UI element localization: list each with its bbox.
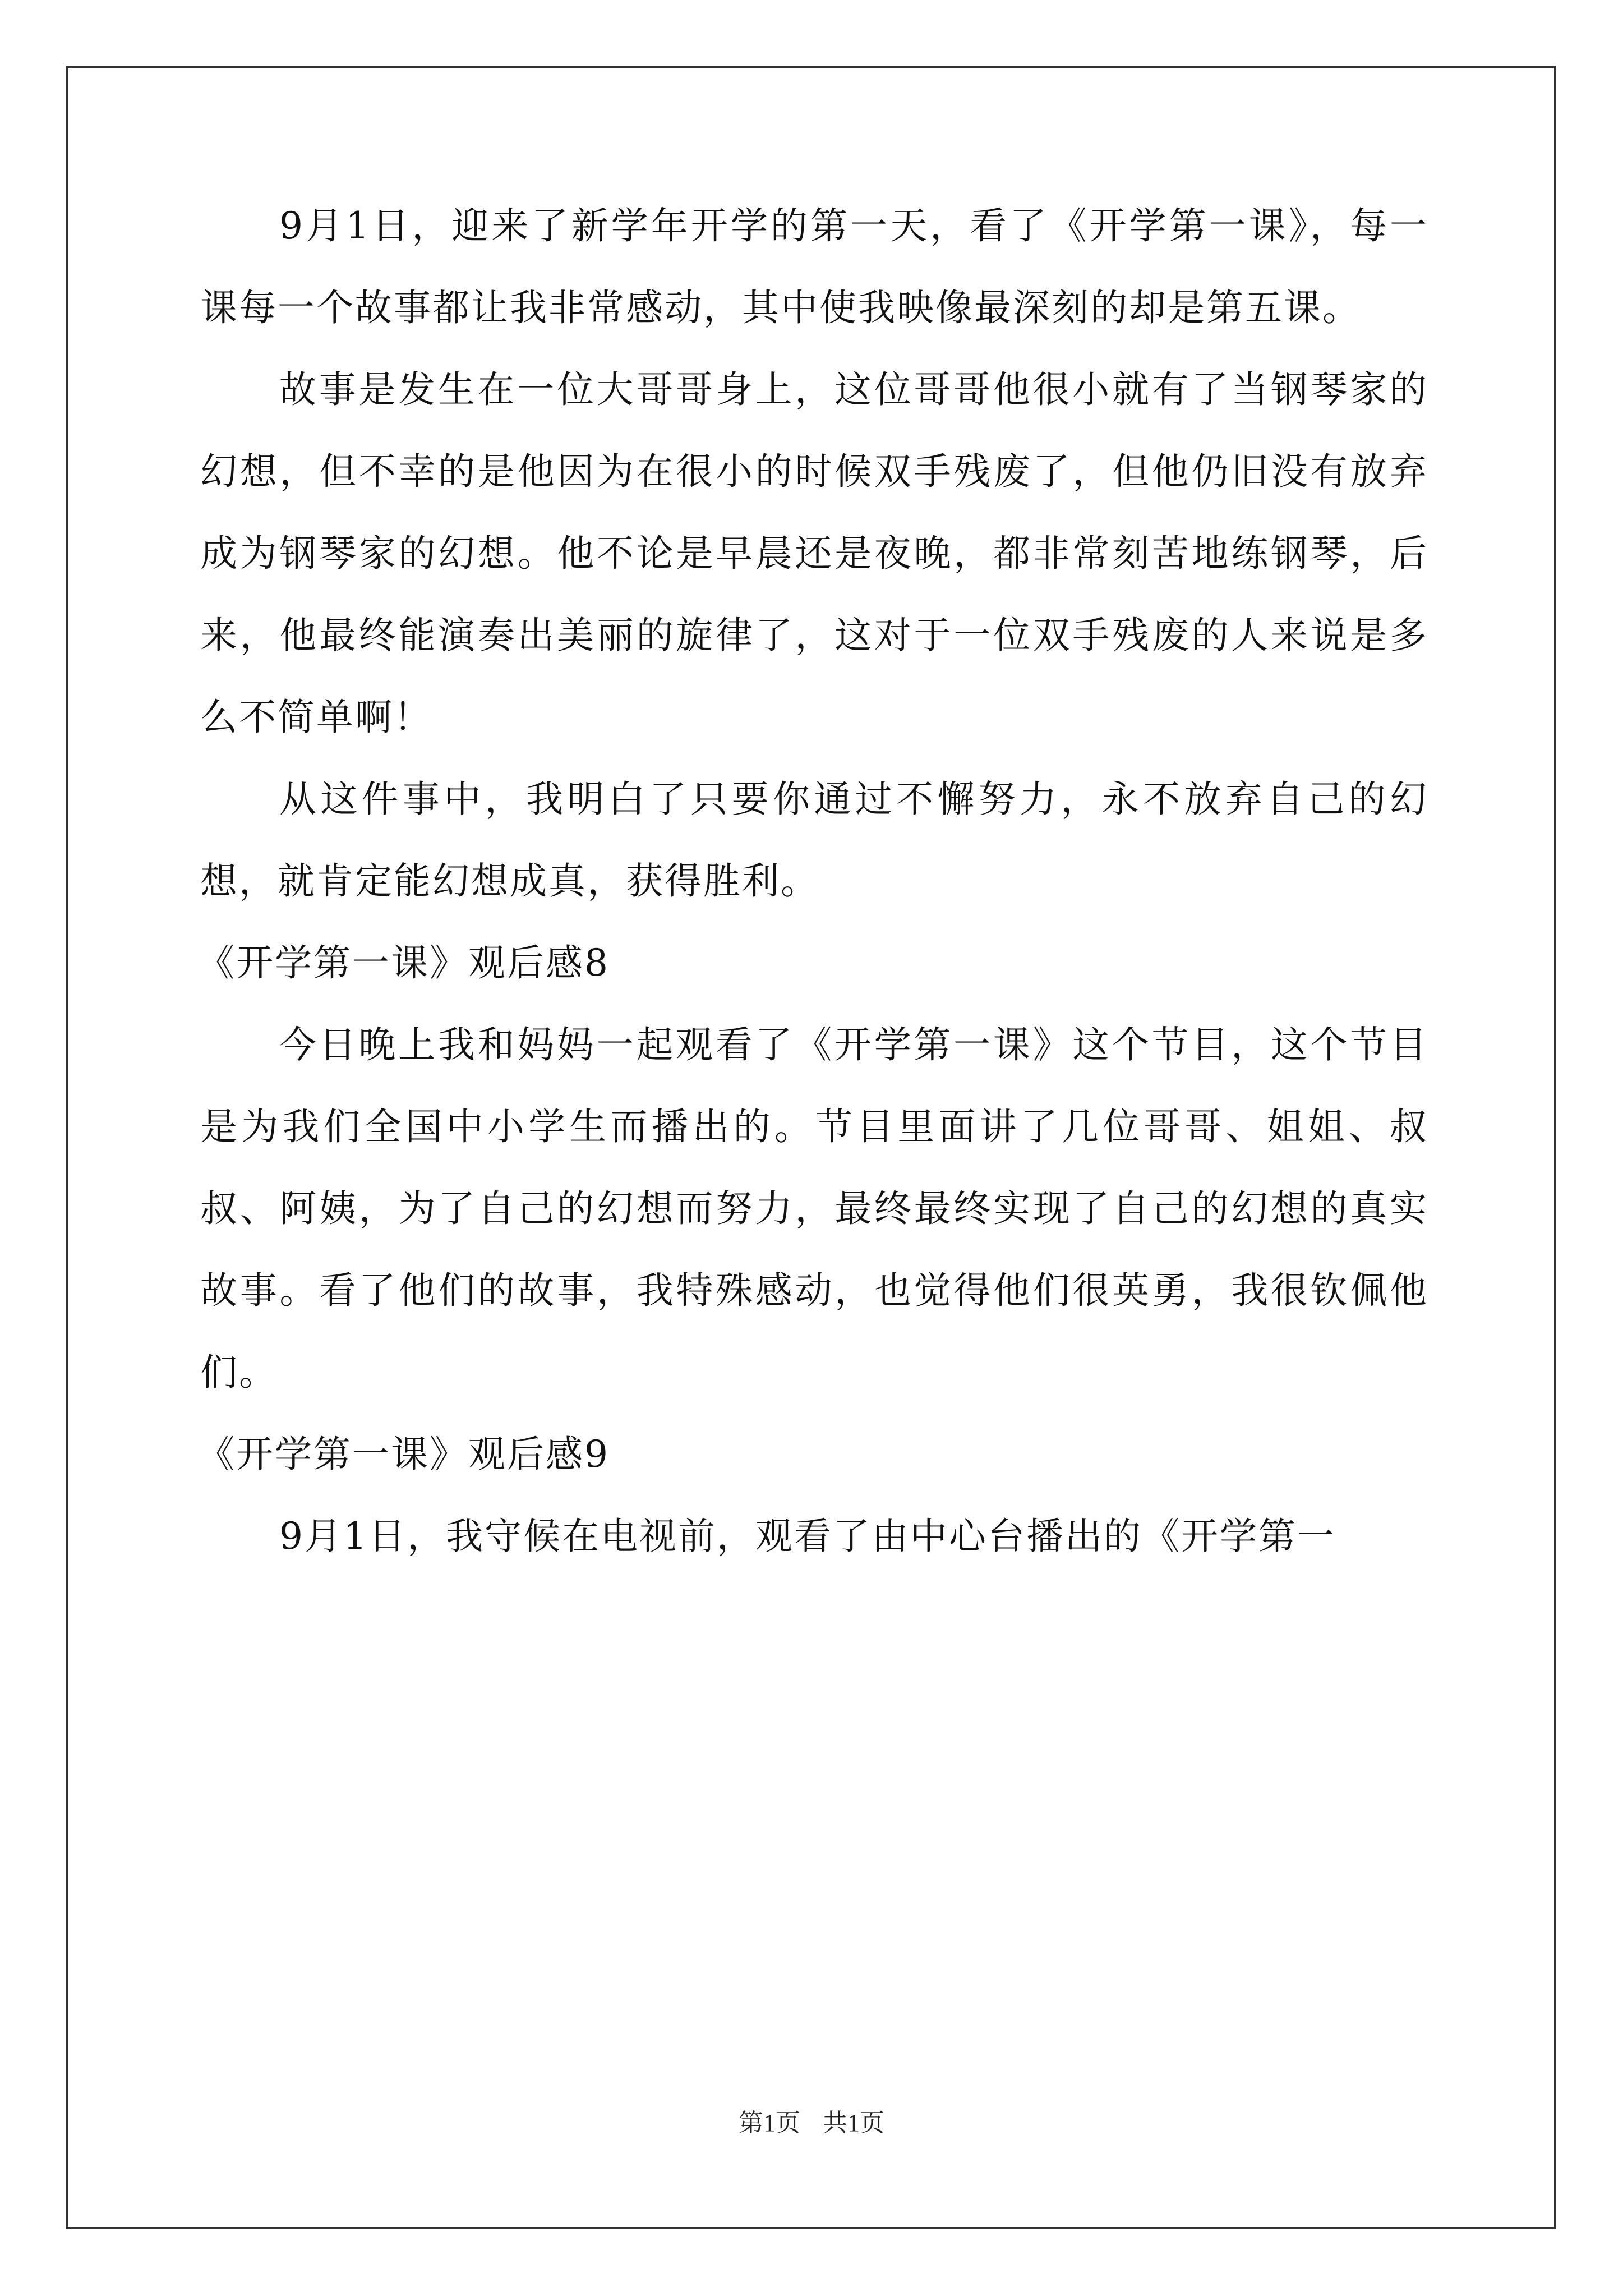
paragraph: 9月1日，我守候在电视前，观看了由中心台播出的《开学第一 — [279, 1515, 1336, 1558]
paragraph: 故事是发生在一位大哥哥身上，这位哥哥他很小就有了当钢琴家的幻想，但不幸的是他因为在很小的时候双手残废了，但他仍旧没有放弃成为钢琴家的幻想。他不论是早晨还是夜晚，都非常刻苦地练钢琴，后来，他最终能演奏出美丽的旋律了，这对于一位双手残废的人来说是多么不简单啊！ — [200, 368, 1428, 739]
page-footer — [0, 2102, 1623, 2138]
paragraph: 9月1日，迎来了新学年开学的第一天，看了《开学第一课》，每一课每一个故事都让我非常感动，其中使我映像最深刻的却是第五课。 — [200, 204, 1428, 329]
section-heading: 《开学第一课》观后感8 — [197, 941, 610, 984]
paragraph: 从这件事中，我明白了只要你通过不懈努力，永不放弃自己的幻想，就肯定能幻想成真，获得胜利。 — [200, 777, 1428, 903]
section-heading: 《开学第一课》观后感9 — [197, 1433, 610, 1476]
document-body — [197, 185, 1428, 1577]
paragraph: 今日晚上我和妈妈一起观看了《开学第一课》这个节目，这个节目是为我们全国中小学生而播出的。节目里面讲了几位哥哥、姐姐、叔叔、阿姨，为了自己的幻想而努力，最终最终实现了自己的幻想的真实故事。看了他们的故事，我特殊感动，也觉得他们很英勇，我很钦佩他们。 — [200, 1023, 1428, 1394]
page-total: 共1页 — [823, 2109, 884, 2137]
page-number: 第1页 — [739, 2109, 800, 2137]
